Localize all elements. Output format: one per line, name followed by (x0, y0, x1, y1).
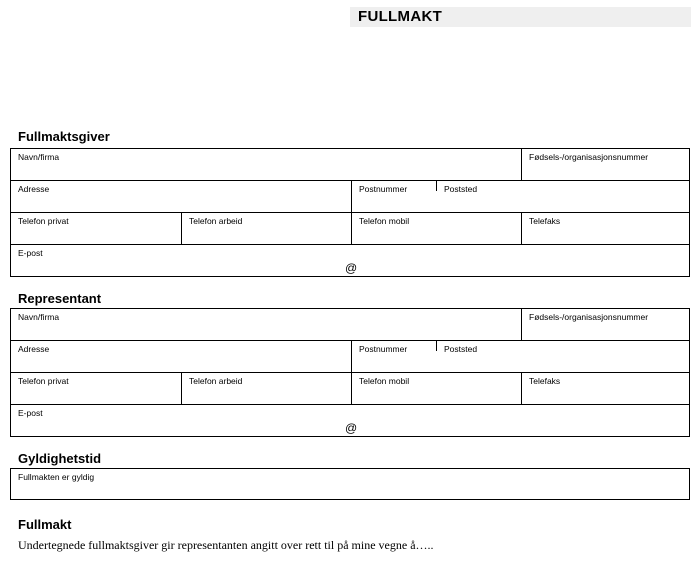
field-label: E-post (18, 408, 43, 418)
fullmaktsgiver-birth-org-number-field[interactable] (521, 149, 689, 180)
section-heading-fullmakt: Fullmakt (18, 517, 72, 532)
representant-postal-code-field[interactable] (351, 341, 436, 372)
fullmaktsgiver-row-name (11, 149, 689, 181)
fullmaktsgiver-row-address (11, 181, 689, 213)
fullmaktsgiver-name-field[interactable] (11, 149, 521, 180)
fullmaktsgiver-fax-field[interactable] (521, 213, 689, 244)
field-label: Telefon privat (18, 376, 69, 386)
representant-row-phones (11, 373, 689, 405)
at-sign: @ (345, 261, 358, 275)
field-label: Navn/firma (18, 152, 60, 162)
field-label: Telefon mobil (359, 216, 410, 226)
field-label: Telefaks (529, 216, 561, 226)
representant-birth-org-number-field[interactable] (521, 309, 689, 340)
representant-email-field[interactable] (11, 405, 689, 437)
authorization-text: Undertegnede fullmaktsgiver gir representanten angitt over rett til på mine vegne å….. (18, 538, 434, 552)
field-label: Telefaks (529, 376, 561, 386)
representant-phone-private-field[interactable] (11, 373, 181, 404)
fullmaktsgiver-phone-work-field[interactable] (181, 213, 351, 244)
field-label: E-post (18, 248, 43, 258)
representant-address-field[interactable] (11, 341, 351, 372)
representant-row-address (11, 341, 689, 373)
section-heading-fullmaktsgiver: Fullmaktsgiver (18, 129, 110, 144)
document-title-bar (350, 7, 691, 27)
section-heading-representant: Representant (18, 291, 102, 306)
fullmaktsgiver-email-field[interactable] (11, 245, 689, 277)
field-label: Telefon privat (18, 216, 69, 226)
field-label: Adresse (18, 344, 50, 354)
field-label: Fullmakten er gyldig (18, 472, 95, 482)
representant-phone-work-field[interactable] (181, 373, 351, 404)
field-label: Telefon arbeid (189, 376, 243, 386)
fullmaktsgiver-postal-code-field[interactable] (351, 181, 436, 212)
fullmaktsgiver-postal-place-field[interactable] (437, 181, 689, 212)
representant-row-name (11, 309, 689, 341)
field-label: Poststed (444, 184, 478, 194)
document-title: FULLMAKT (358, 8, 443, 25)
fullmaktsgiver-phone-private-field[interactable] (11, 213, 181, 244)
validity-field[interactable] (10, 468, 690, 500)
fullmaktsgiver-row-phones (11, 213, 689, 245)
section-heading-gyldighetstid: Gyldighetstid (18, 451, 102, 466)
field-label: Navn/firma (18, 312, 60, 322)
field-label: Fødsels-/organisasjonsnummer (529, 152, 649, 162)
field-label: Postnummer (359, 184, 408, 194)
representant-name-field[interactable] (11, 309, 521, 340)
field-label: Poststed (444, 344, 478, 354)
at-sign: @ (345, 421, 358, 435)
representant-fax-field[interactable] (521, 373, 689, 404)
field-label: Postnummer (359, 344, 408, 354)
fullmaktsgiver-row-email (11, 245, 689, 277)
representant-postal-place-field[interactable] (437, 341, 689, 372)
representant-form (10, 308, 690, 437)
field-label: Telefon mobil (359, 376, 410, 386)
fullmaktsgiver-phone-mobile-field[interactable] (351, 213, 521, 244)
fullmaktsgiver-form (10, 148, 690, 277)
field-label: Adresse (18, 184, 50, 194)
field-label: Fødsels-/organisasjonsnummer (529, 312, 649, 322)
field-label: Telefon arbeid (189, 216, 243, 226)
representant-phone-mobile-field[interactable] (351, 373, 521, 404)
representant-row-email (11, 405, 689, 437)
fullmaktsgiver-address-field[interactable] (11, 181, 351, 212)
